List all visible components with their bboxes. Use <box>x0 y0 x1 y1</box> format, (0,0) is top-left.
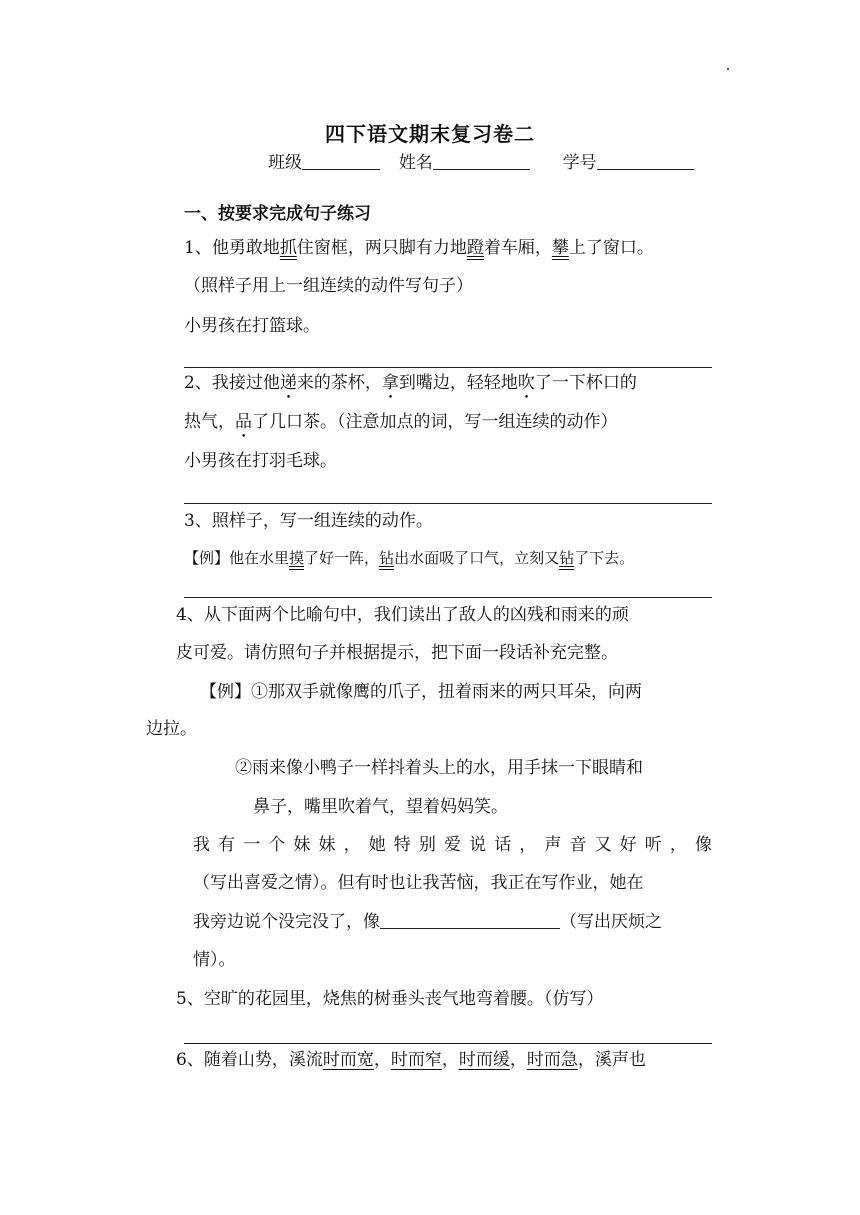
q4-intro-line1: 4、从下面两个比喻句中，我们读出了敌人的凶残和雨来的顽 <box>176 605 629 625</box>
q6-sentence: 6、随着山势，溪流时而宽，时而窄，时而缓，时而急，溪声也 <box>176 1050 646 1070</box>
q1-answer-line[interactable] <box>184 367 712 368</box>
class-label: 班级 <box>268 153 302 173</box>
page-speck <box>727 68 729 70</box>
q2-sentence-line2: 热气，品了几口茶。（注意加点的词，写一组连续的动作） <box>184 412 618 432</box>
q2-prompt: 小男孩在打羽毛球。 <box>184 451 337 471</box>
q4-fill-blank[interactable] <box>380 910 560 929</box>
name-blank[interactable] <box>433 151 530 170</box>
q1-instruction: （照样子用上一组连续的动件写句子） <box>184 276 473 296</box>
q5-instruction: 5、空旷的花园里，烧焦的树垂头丧气地弯着腰。（仿写） <box>176 989 604 1009</box>
q4-para-line1: 我有一个妹妹，她特别爱说话，声音又好听，像 <box>193 835 712 855</box>
q2-sentence-line1: 2、我接过他递来的茶杯，拿到嘴边，轻轻地吹了一下杯口的 <box>184 373 637 393</box>
q4-para-line4: 情）。 <box>193 950 236 970</box>
q4-example2: ②雨来像小鸭子一样抖着头上的水，用手抹一下眼睛和 <box>235 758 643 778</box>
number-blank[interactable] <box>597 151 694 170</box>
name-label: 姓名 <box>398 153 433 173</box>
q3-answer-line[interactable] <box>184 597 712 598</box>
q1-prompt: 小男孩在打篮球。 <box>184 316 320 336</box>
q4-intro-line2: 皮可爱。请仿照句子并根据提示，把下面一段话补充完整。 <box>176 643 618 663</box>
q4-example2-cont: 鼻子，嘴里吹着气，望着妈妈笑。 <box>253 797 508 817</box>
header-fields <box>268 151 694 174</box>
q5-answer-line[interactable] <box>184 1043 712 1044</box>
q3-example: 【例】他在水里摸了好一阵，钻出水面吸了口气，立刻又钻了下去。 <box>184 549 635 567</box>
q2-answer-line[interactable] <box>184 503 712 504</box>
q4-para-line3: 我旁边说个没完没了，像 （写出厌烦之 <box>193 912 662 932</box>
class-blank[interactable] <box>302 151 380 170</box>
q4-example1: 【例】①那双手就像鹰的爪子，扭着雨来的两只耳朵，向两 <box>200 682 642 702</box>
q1-sentence: 1、他勇敢地抓住窗框，两只脚有力地蹬着车厢，攀上了窗口。 <box>184 238 654 258</box>
q4-para-line2: （写出喜爱之情）。但有时也让我苦恼，我正在写作业，她在 <box>193 873 644 893</box>
section-heading: 一、按要求完成句子练习 <box>184 204 371 224</box>
page-title: 四下语文期末复习卷二 <box>325 122 535 146</box>
number-label: 学号 <box>562 153 597 173</box>
q3-instruction: 3、照样子，写一组连续的动作。 <box>184 511 433 531</box>
q4-example1-cont: 边拉。 <box>146 719 197 739</box>
